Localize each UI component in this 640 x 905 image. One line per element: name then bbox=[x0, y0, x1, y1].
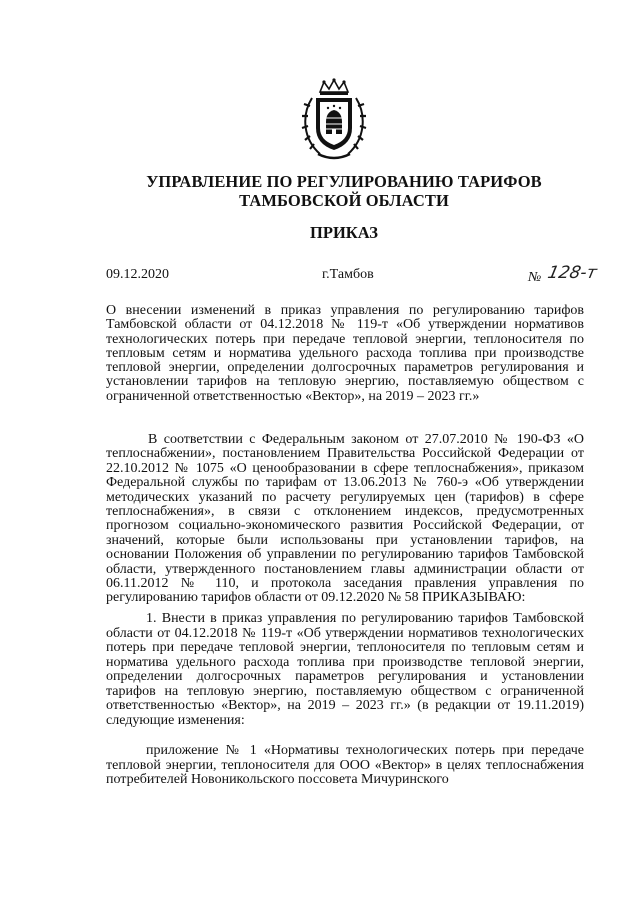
document-date: 09.12.2020 bbox=[106, 267, 169, 282]
order-item-1: 1. Внести в приказ управления по регулированию тарифов Тамбовской области от 04.12.2018 № 119-т «Об утверждении нормативов технологических потерь при передаче тепловой энергии, теплоносителя по тепловым сетям и норматива удельного расхода топлива при производстве тепловой энергии, определении долгосрочных параметров регулирования и установлении тарифов на тепловую энергию, поставляемую обществом с ограниченной ответственностью «Вектор», на 2019 – 2023 гг.» (в редакции от 19.11.2019) следующие изменения: bbox=[106, 611, 584, 728]
document-type: ПРИКАЗ bbox=[310, 223, 378, 242]
document-city: г.Тамбов bbox=[322, 267, 374, 282]
organization-name-line1: УПРАВЛЕНИЕ ПО РЕГУЛИРОВАНИЮ ТАРИФОВ bbox=[146, 172, 542, 191]
subject-paragraph: О внесении изменений в приказ управления по регулированию тарифов Тамбовской области от 04.12.2018 № 119-т «Об утверждении нормативов технологических потерь при передаче тепловой энергии, теплоносителя по тепловым сетям и норматива удельного расхода топлива при производстве тепловой энергии, определении долгосрочных параметров регулирования и установлении тарифов на тепловую энергию, поставляемую обществом с ограниченной ответственностью «Вектор», на 2019 – 2023 гг.» bbox=[106, 303, 584, 404]
annex-paragraph: приложение № 1 «Нормативы технологических потерь при передаче тепловой энергии, теплоносителя для ООО «Вектор» в целях теплоснабжения потребителей Новоникольского поссовета Мичуринского bbox=[106, 743, 584, 787]
legal-basis-paragraph: В соответствии с Федеральным законом от 27.07.2010 № 190-ФЗ «О теплоснабжении», постановлением Правительства Российской Федерации от 22.10.2012 № 1075 «О ценообразовании в сфере теплоснабжения», приказом Федеральной службы по тарифам от 13.06.2013 № 760-э «Об утверждении методических указаний по расчету регулируемых цен (тарифов) в сфере теплоснабжения», в связи с отклонением индексов, предусмотренных прогнозом социально-экономического развития Российской Федерации, от значений, которые были использованы при установлении тарифов, на основании Положения об управлении по регулированию тарифов Тамбовской области, утвержденного постановлением главы администрации области от 06.11.2012 № 110, и протокола заседания правления управления по регулированию тарифов области от 09.12.2020 № 58 ПРИКАЗЫВАЮ: bbox=[106, 432, 584, 606]
coat-of-arms-icon bbox=[298, 78, 370, 162]
document-number-label: № bbox=[528, 270, 542, 285]
organization-name-line2: ТАМБОВСКОЙ ОБЛАСТИ bbox=[239, 191, 449, 210]
document-number-handwritten: 128-т bbox=[545, 263, 599, 283]
